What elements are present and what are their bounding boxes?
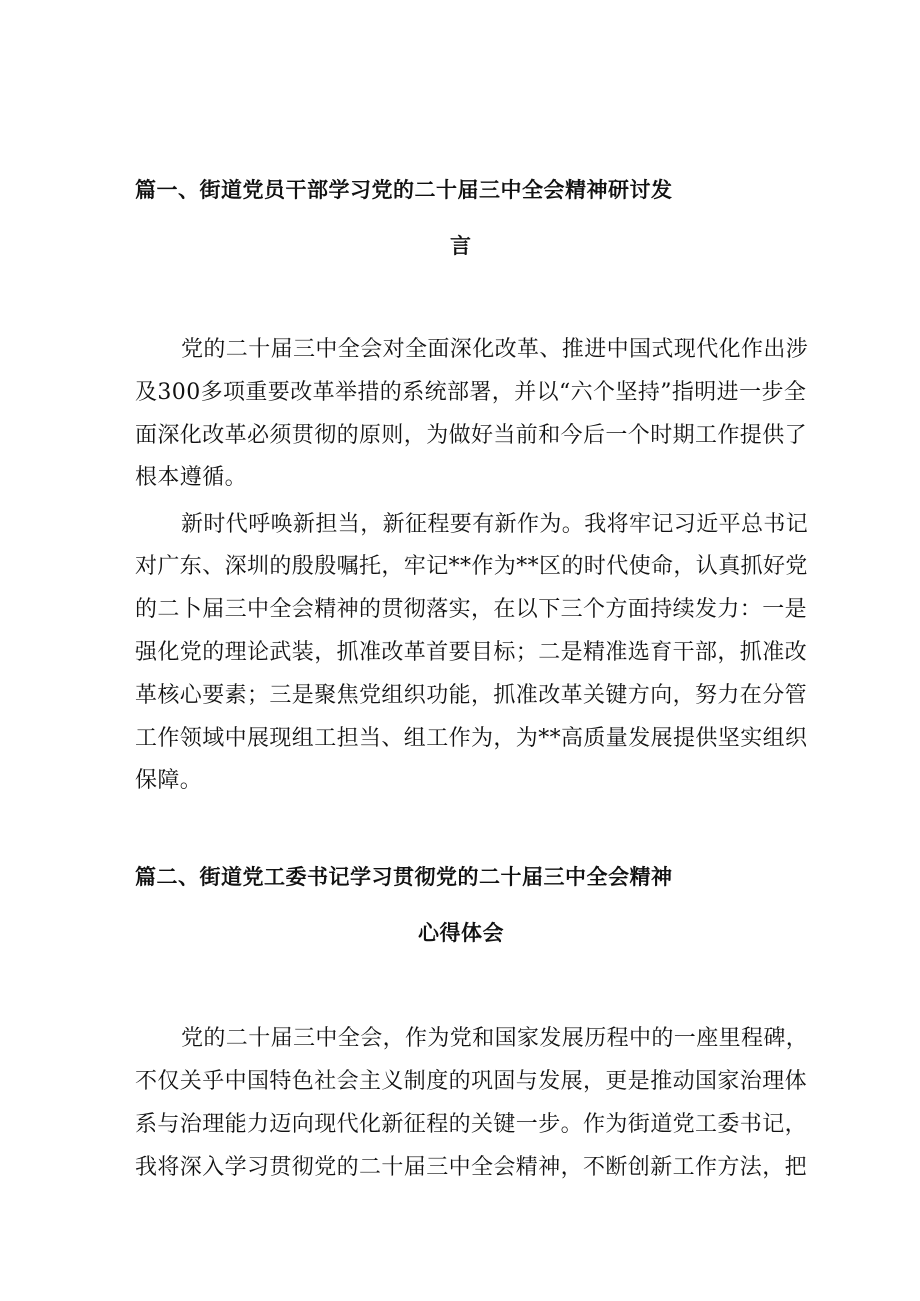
section1-p1-line3: 面深化改革必须贯彻的原则，为做好当前和今后一个时期工作提供了 [135, 423, 808, 448]
section2-p1-line2: 不仅关乎中国特色社会主义制度的巩固与发展，更是推动国家治理体 [135, 1069, 808, 1094]
section2-title-line1: 篇二、街道党工委书记学习贯彻党的二十届三中全会精神 [135, 865, 673, 889]
section1-p1-line4: 根本遵循。 [135, 465, 248, 490]
section2-p1-line1: 党的二十届三中全会，作为党和国家发展历程中的一座里程碑， [181, 1026, 809, 1051]
section1-p2-line3: 的二卜届三中全会精神的贯彻落实，在以下三个方面持续发力：一是 [135, 597, 808, 622]
section1-p1-line1: 党的二十届三中全会对全面深化改革、推进中国式现代化作出涉 [181, 337, 809, 362]
section1-title-line2: 言 [450, 234, 472, 258]
section2-p1-line4: 我将深入学习贯彻党的二十届三中全会精神，不断创新工作方法，把 [135, 1155, 808, 1180]
section1-p2-line5: 革核心要素；三是聚焦党组织功能，抓准改革关键方向，努力在分管 [135, 683, 808, 708]
section1-p2-line1: 新时代呼唤新担当，新征程要有新作为。我将牢记习近平总书记 [181, 512, 809, 537]
section1-p2-line7: 保障。 [135, 768, 203, 793]
section1-p2-line4: 强化党的理论武装，抓准改革首要目标；二是精准选育干部，抓准改 [135, 640, 808, 665]
section2-p1-line3: 系与治理能力迈向现代化新征程的关键一步。作为街道党工委书记， [135, 1112, 808, 1137]
section1-title-line1: 篇一、街道党员干部学习党的二十届三中全会精神研讨发 [135, 178, 673, 202]
section1-p2-line2: 对广东、深圳的殷殷嘱托，牢记**作为**区的时代使命，认真抓好党 [135, 554, 808, 579]
section1-p1-line2: 及300多项重要改革举措的系统部署，并以“六个坚持”指明进一步全 [135, 380, 807, 405]
section2-title-line2: 心得体会 [418, 921, 504, 945]
section1-p2-line6: 工作领域中展现组工担当、组工作为，为**高质量发展提供坚实组织 [135, 726, 808, 751]
